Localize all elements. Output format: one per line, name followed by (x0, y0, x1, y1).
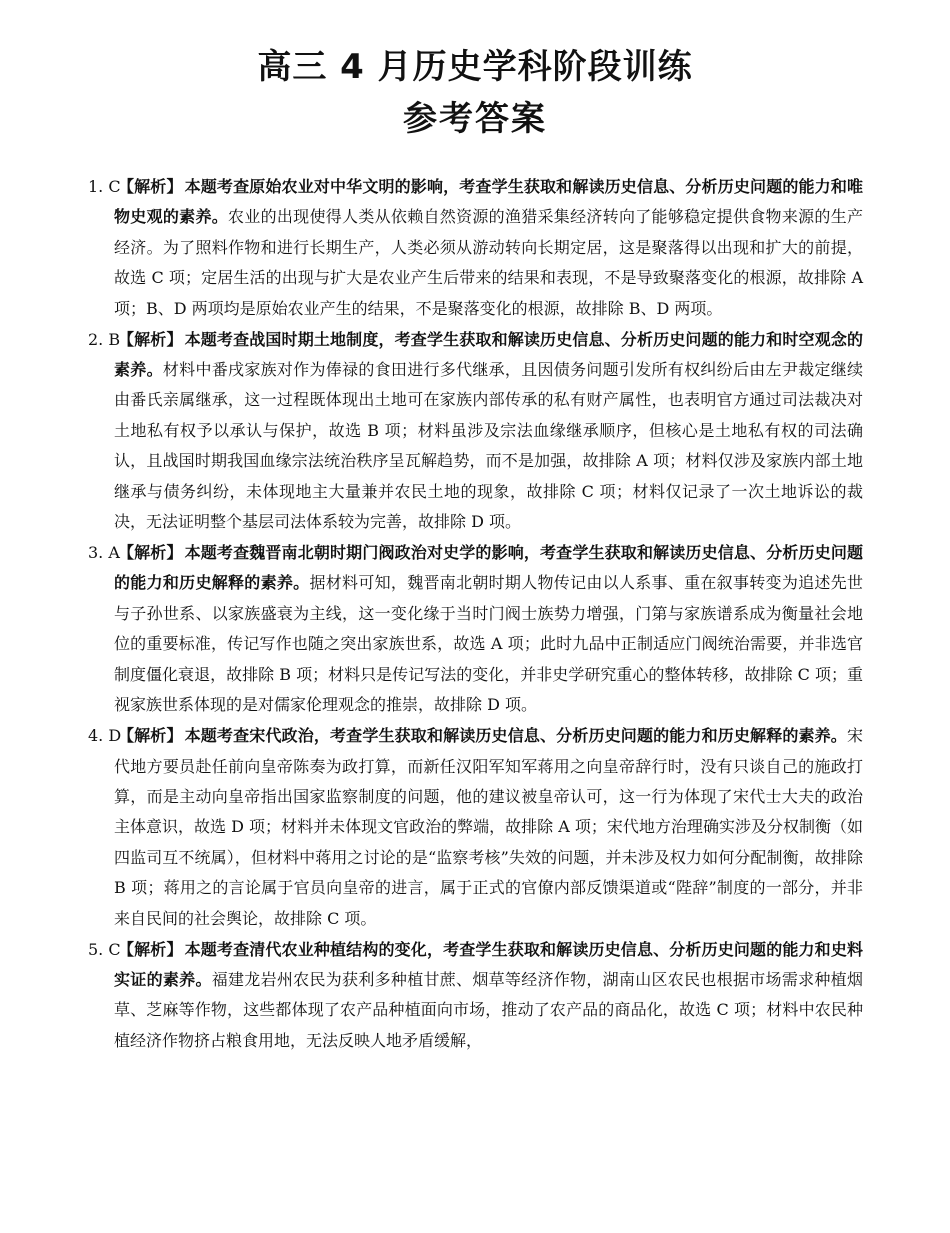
answer-item-5 (88, 935, 863, 1057)
answer-body: 农业的出现使得人类从依赖自然资源的渔猎采集经济转向了能够稳定提供食物来源的生产经济。为了照料作物和进行长期生产，人类必须从游动转向长期定居，这是聚落得以出现和扩大的前提，故选 C 项；定居生活的出现与扩大是农业产生后带来的结果和表现，不是导致聚落变化的根源，故排除 A 项；B、D 两项均是原始农业产生的结果，不是聚落变化的根源，故排除 B、D 两项。 (114, 207, 863, 318)
answer-lead: 本题考查原始农业对中华文明的影响，考查学生获取和解读历史信息、分析历史问题的能力和唯物史观的素养。 (114, 177, 863, 227)
answer-item-1 (88, 172, 863, 324)
title-block (0, 0, 950, 142)
answer-body: 宋代地方要员赴任前向皇帝陈奏为政打算，而新任汉阳军知军蒋用之向皇帝辞行时，没有只谈自己的施政打算，而是主动向皇帝指出国家监察制度的问题，他的建议被皇帝认可，这一行为体现了宋代士大夫的政治主体意识，故选 D 项；材料并未体现文官政治的弊端，故排除 A 项；宋代地方治理确实涉及分权制衡（如四监司互不统属），但材料中蒋用之讨论的是“监察考核”失效的问题，并未涉及权力如何分配制衡，故排除 B 项；蒋用之的言论属于官员向皇帝的进言，属于正式的官僚内部反馈渠道或“陛辞”制度的一部分，并非来自民间的社会舆论，故排除 C 项。 (114, 726, 863, 928)
page-subtitle: 参考答案 (403, 99, 547, 139)
analysis-tag: 【解析】 (118, 726, 183, 746)
answer-body: 材料中番戌家族对作为俸禄的食田进行多代继承，且因债务问题引发所有权纠纷后由左尹裁定继续由番氏亲属继承，这一过程既体现出土地可在家族内部传承的私有财产属性，也表明官方通过司法裁决对土地私有权予以承认与保护，故选 B 项；材料虽涉及宗法血缘继承顺序，但核心是土地私有权的司法确认，且战国时期我国血缘宗法统治秩序呈瓦解趋势，而不是加强，故排除 A 项；材料仅涉及家族内部土地继承与债务纠纷，未体现地主大量兼并农民土地的现象，故排除 C 项；材料仅记录了一次土地诉讼的裁决，无法证明整个基层司法体系较为完善，故排除 D 项。 (114, 360, 863, 532)
answer-item-4 (88, 721, 863, 934)
analysis-tag: 【解析】 (118, 543, 183, 563)
answer-number: 1. C (88, 177, 121, 196)
analysis-tag: 【解析】 (118, 939, 183, 959)
answer-number: 3. A (88, 543, 120, 563)
answer-number: 5. C (88, 939, 121, 959)
answer-lead: 本题考查战国时期土地制度，考查学生获取和解读历史信息、分析历史问题的能力和时空观念的素养。 (114, 329, 863, 380)
analysis-tag: 【解析】 (118, 177, 183, 196)
answer-item-2 (88, 325, 863, 538)
answer-list (88, 172, 863, 1057)
answer-lead: 本题考查魏晋南北朝时期门阀政治对史学的影响，考查学生获取和解读历史信息、分析历史问题的能力和历史解释的素养。 (114, 543, 863, 593)
answer-lead: 本题考查清代农业种植结构的变化，考查学生获取和解读历史信息、分析历史问题的能力和史料实证的素养。 (114, 939, 863, 989)
answer-item-3 (88, 538, 863, 720)
answer-body: 据材料可知，魏晋南北朝时期人物传记由以人系事、重在叙事转变为追述先世与子孙世系、以家族盛衰为主线，这一变化缘于当时门阀士族势力增强，门第与家族谱系成为衡量社会地位的重要标准，传记写作也随之突出家族世系，故选 A 项；此时九品中正制适应门阀统治需要，并非选官制度僵化衰退，故排除 B 项；材料只是传记写法的变化，并非史学研究重心的整体转移，故排除 C 项；重视家族世系体现的是对儒家伦理观念的推崇，故排除 D 项。 (114, 573, 863, 715)
page-title: 高三 4 月历史学科阶段训练 (257, 47, 693, 87)
analysis-tag: 【解析】 (118, 329, 183, 349)
answer-number: 2. B (88, 329, 121, 349)
answer-body: 福建龙岩州农民为获利多种植甘蔗、烟草等经济作物，湖南山区农民也根据市场需求种植烟草、芝麻等作物，这些都体现了农产品种植面向市场，推动了农产品的商品化，故选 C 项；材料中农民种植经济作物挤占粮食用地，无法反映人地矛盾缓解， (114, 969, 863, 1050)
answer-lead: 本题考查宋代政治，考查学生获取和解读历史信息、分析历史问题的能力和历史解释的素养。 (184, 726, 847, 746)
answer-number: 4. D (88, 726, 122, 746)
